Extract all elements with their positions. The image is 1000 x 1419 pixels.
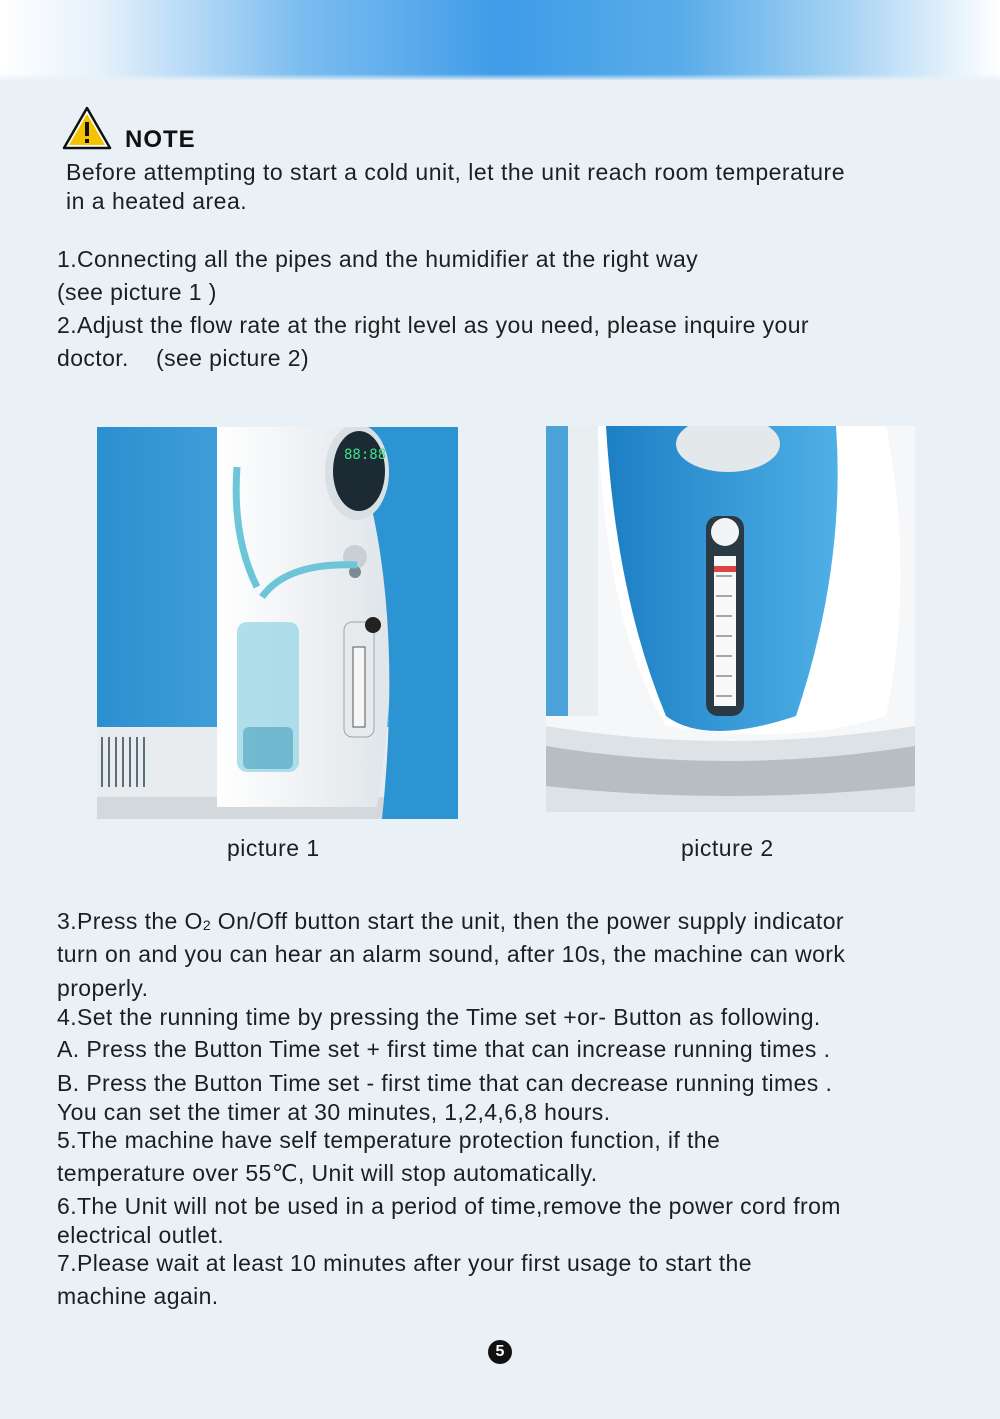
step-1-line-1: 1.Connecting all the pipes and the humidifier at the right way xyxy=(57,246,699,272)
note-title: NOTE xyxy=(125,126,196,153)
picture-2-caption: picture 2 xyxy=(681,835,774,861)
display-readout: 88:88 xyxy=(344,447,387,463)
step-6-line-1: 6.The Unit will not be used in a period of time,remove the power cord from xyxy=(57,1193,841,1219)
picture-2-image xyxy=(546,426,915,812)
step-4-option-a: A. Press the Button Time set + first time that can increase running times . xyxy=(57,1036,831,1062)
step-3-line-1-prefix: 3.Press the O xyxy=(57,908,203,934)
step-3-line-2: turn on and you can hear an alarm sound, after 10s, the machine can work xyxy=(57,941,846,967)
step-3-line-3: properly. xyxy=(57,975,149,1001)
step-5-line-2: temperature over 55℃, Unit will stop automatically. xyxy=(57,1160,598,1186)
step-3-line-1-suffix: On/Off button start the unit, then the power supply indicator xyxy=(211,908,844,934)
step-7-line-1: 7.Please wait at least 10 minutes after your first usage to start the xyxy=(57,1250,752,1276)
warning-icon xyxy=(62,106,112,150)
step-2-line-2: doctor. (see picture 2) xyxy=(57,345,310,371)
page-number: 5 xyxy=(488,1340,512,1364)
step-6-line-2: electrical outlet. xyxy=(57,1222,224,1248)
oxygen-concentrator-humidifier-illustration xyxy=(97,427,458,819)
picture-1-caption: picture 1 xyxy=(227,835,320,861)
step-1-line-2: (see picture 1 ) xyxy=(57,279,217,305)
oxygen-concentrator-flowmeter-illustration xyxy=(546,426,915,812)
step-7-line-2: machine again. xyxy=(57,1283,219,1309)
header-gradient-band xyxy=(0,0,1000,80)
step-3-line-1 xyxy=(57,907,844,939)
step-5-line-1: 5.The machine have self temperature protection function, if the xyxy=(57,1127,721,1153)
step-4-option-b: B. Press the Button Time set - first time that can decrease running times . xyxy=(57,1070,833,1096)
step-4-timer-note: You can set the timer at 30 minutes, 1,2,4,6,8 hours. xyxy=(57,1099,611,1125)
step-2-line-1: 2.Adjust the flow rate at the right level as you need, please inquire your xyxy=(57,312,809,338)
note-text-line-1: Before attempting to start a cold unit, let the unit reach room temperature xyxy=(66,159,846,185)
note-text-line-2: in a heated area. xyxy=(66,188,248,214)
step-4-line: 4.Set the running time by pressing the Time set +or- Button as following. xyxy=(57,1004,821,1030)
note-text xyxy=(66,158,966,216)
picture-1-image xyxy=(97,427,458,819)
step-3-o2-subscript: 2 xyxy=(202,917,212,933)
